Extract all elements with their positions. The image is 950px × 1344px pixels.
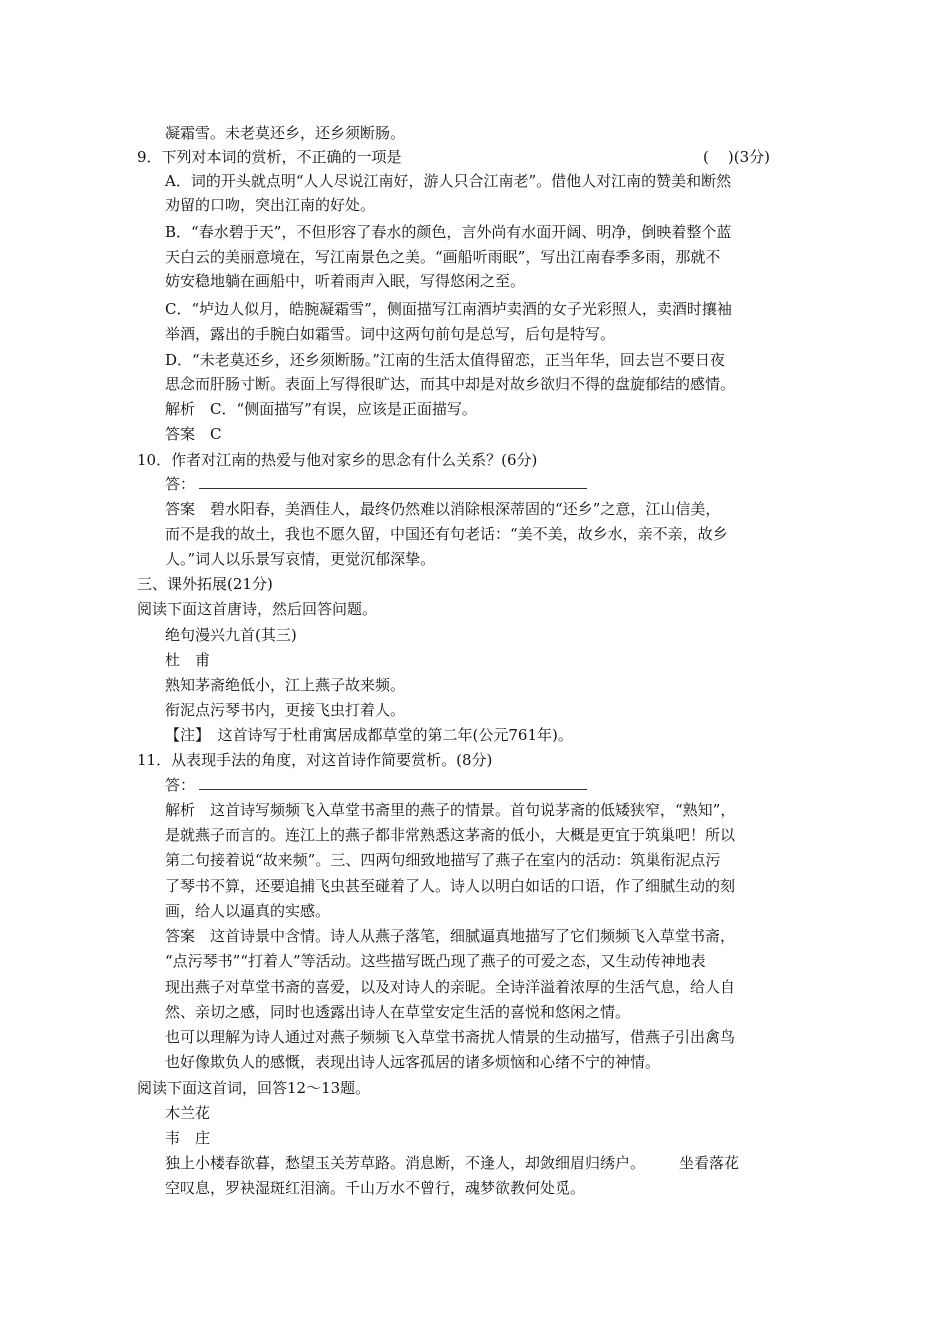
option-b-line-2: 天白云的美丽意境在，写江南景色之美。“画船听雨眠”，写出江南春季多雨，那就不 — [165, 248, 721, 266]
answer-blank-10 — [165, 472, 587, 496]
text-line: 凝霜雪。未老莫还乡，还乡须断肠。 — [165, 124, 406, 142]
question-11: 11．从表现手法的角度，对这首诗作简要赏析。(8分) — [137, 751, 493, 769]
option-b-line-3: 妨安稳地躺在画船中，听着雨声入眠，写得悠闲之至。 — [165, 272, 526, 290]
answer-label: 答： — [165, 475, 196, 493]
poem-1-line-1: 熟知茅斋绝低小，江上燕子故来频。 — [165, 676, 406, 694]
poem-2-line-1b: 坐看落花 — [679, 1154, 740, 1172]
option-d-line-2: 思念而肝肠寸断。表面上写得很旷达，而其中却是对故乡欲归不得的盘旋郁结的感情。 — [165, 375, 736, 393]
option-b-line-1: B．“春水碧于天”，不但形容了春水的颜色，言外尚有水面开阔、明净，倒映着整个蓝 — [165, 223, 732, 241]
answer-10-line-2: 而不是我的故土，我也不愿久留，中国还有句老话：“美不美，故乡水，亲不亲，故乡 — [165, 525, 728, 543]
answer-11-line-4: 然、亲切之感，同时也透露出诗人在草堂安定生活的喜悦和悠闲之情。 — [165, 1003, 631, 1021]
answer-11-alt-line-1: 也可以理解为诗人通过对燕子频频飞入草堂书斋扰人情景的生动描写，借燕子引出禽鸟 — [165, 1028, 736, 1046]
section-3-heading: 三、课外拓展(21分) — [137, 575, 273, 593]
poem-2-line-1 — [165, 1151, 739, 1175]
question-9-score: ( )(3分) — [703, 148, 771, 166]
analysis-11-line-4: 了琴书不算，还要追捕飞虫甚至碰着了人。诗人以明白如话的口语，作了细腻生动的刻 — [165, 877, 736, 895]
option-d-line-1: D．“未老莫还乡，还乡须断肠。”江南的生活太值得留恋，正当年华，回去岂不要日夜 — [165, 351, 725, 369]
option-c-line-1: C．“垆边人似月，皓腕凝霜雪”，侧面描写江南酒垆卖酒的女子光彩照人，卖酒时攘袖 — [165, 300, 732, 318]
poem-1-author: 杜 甫 — [165, 651, 211, 669]
poem-1-line-2: 衔泥点污琴书内，更接飞虫打着人。 — [165, 701, 406, 719]
poem-1-title: 绝句漫兴九首(其三) — [165, 626, 297, 644]
analysis-11-line-5: 画，给人以逼真的实感。 — [165, 902, 331, 920]
poem-2-line-2: 空叹息，罗袂湿斑红泪滴。千山万水不曾行，魂梦欲教何处觅。 — [165, 1179, 586, 1197]
answer-line — [199, 775, 587, 790]
reading-instruction-1: 阅读下面这首唐诗，然后回答问题。 — [137, 600, 378, 618]
analysis-9: 解析 C．“侧面描写”有误，应该是正面描写。 — [165, 400, 477, 418]
answer-label: 答： — [165, 776, 196, 794]
poem-2-author: 韦 庄 — [165, 1129, 211, 1147]
question-9: 9．下列对本词的赏析，不正确的一项是 — [137, 148, 402, 166]
analysis-11-line-2: 是就燕子而言的。连江上的燕子都非常熟悉这茅斋的低小，大概是更宜于筑巢吧！所以 — [165, 826, 736, 844]
option-a-line-2: 劝留的口吻，突出江南的好处。 — [165, 196, 376, 214]
answer-10-line-3: 人。”词人以乐景写哀情，更觉沉郁深挚。 — [165, 550, 436, 568]
reading-instruction-2: 阅读下面这首词，回答12～13题。 — [137, 1079, 371, 1097]
answer-blank-11 — [165, 773, 587, 797]
answer-11-line-2: “点污琴书”“打着人”等活动。这些描写既凸现了燕子的可爱之态，又生动传神地表 — [165, 952, 706, 970]
question-10: 10．作者对江南的热爱与他对家乡的思念有什么关系？(6分) — [137, 451, 538, 469]
option-c-line-2: 举酒，露出的手腕白如霜雪。词中这两句前句是总写，后句是特写。 — [165, 325, 616, 343]
poem-2-title: 木兰花 — [165, 1104, 211, 1122]
answer-line — [199, 474, 587, 489]
poem-1-note: 【注】 这首诗写于杜甫寓居成都草堂的第二年(公元761年)。 — [165, 726, 573, 744]
answer-11-alt-line-2: 也好像欺负人的感慨，表现出诗人远客孤居的诸多烦恼和心绪不宁的神情。 — [165, 1053, 661, 1071]
answer-9: 答案 C — [165, 425, 222, 443]
answer-11-line-1: 答案 这首诗景中含情。诗人从燕子落笔，细腻逼真地描写了它们频频飞入草堂书斋， — [165, 927, 736, 945]
analysis-11-line-3: 第二句接着说“故来频”。三、四两句细致地描写了燕子在室内的活动：筑巢衔泥点污 — [165, 851, 721, 869]
answer-10-line-1: 答案 碧水阳春，美酒佳人，最终仍然难以消除根深蒂固的“还乡”之意，江山信美， — [165, 500, 721, 518]
answer-11-line-3: 现出燕子对草堂书斋的喜爱，以及对诗人的亲昵。全诗洋溢着浓厚的生活气息，给人自 — [165, 978, 736, 996]
poem-2-line-1a: 独上小楼春欲暮，愁望玉关芳草路。消息断，不逢人，却敛细眉归绣户。 — [165, 1154, 646, 1172]
option-a-line-1: A．词的开头就点明“人人尽说江南好，游人只合江南老”。借他人对江南的赞美和断然 — [165, 172, 732, 190]
analysis-11-line-1: 解析 这首诗写频频飞入草堂书斋里的燕子的情景。首句说茅斋的低矮狭窄，“熟知”， — [165, 801, 736, 819]
